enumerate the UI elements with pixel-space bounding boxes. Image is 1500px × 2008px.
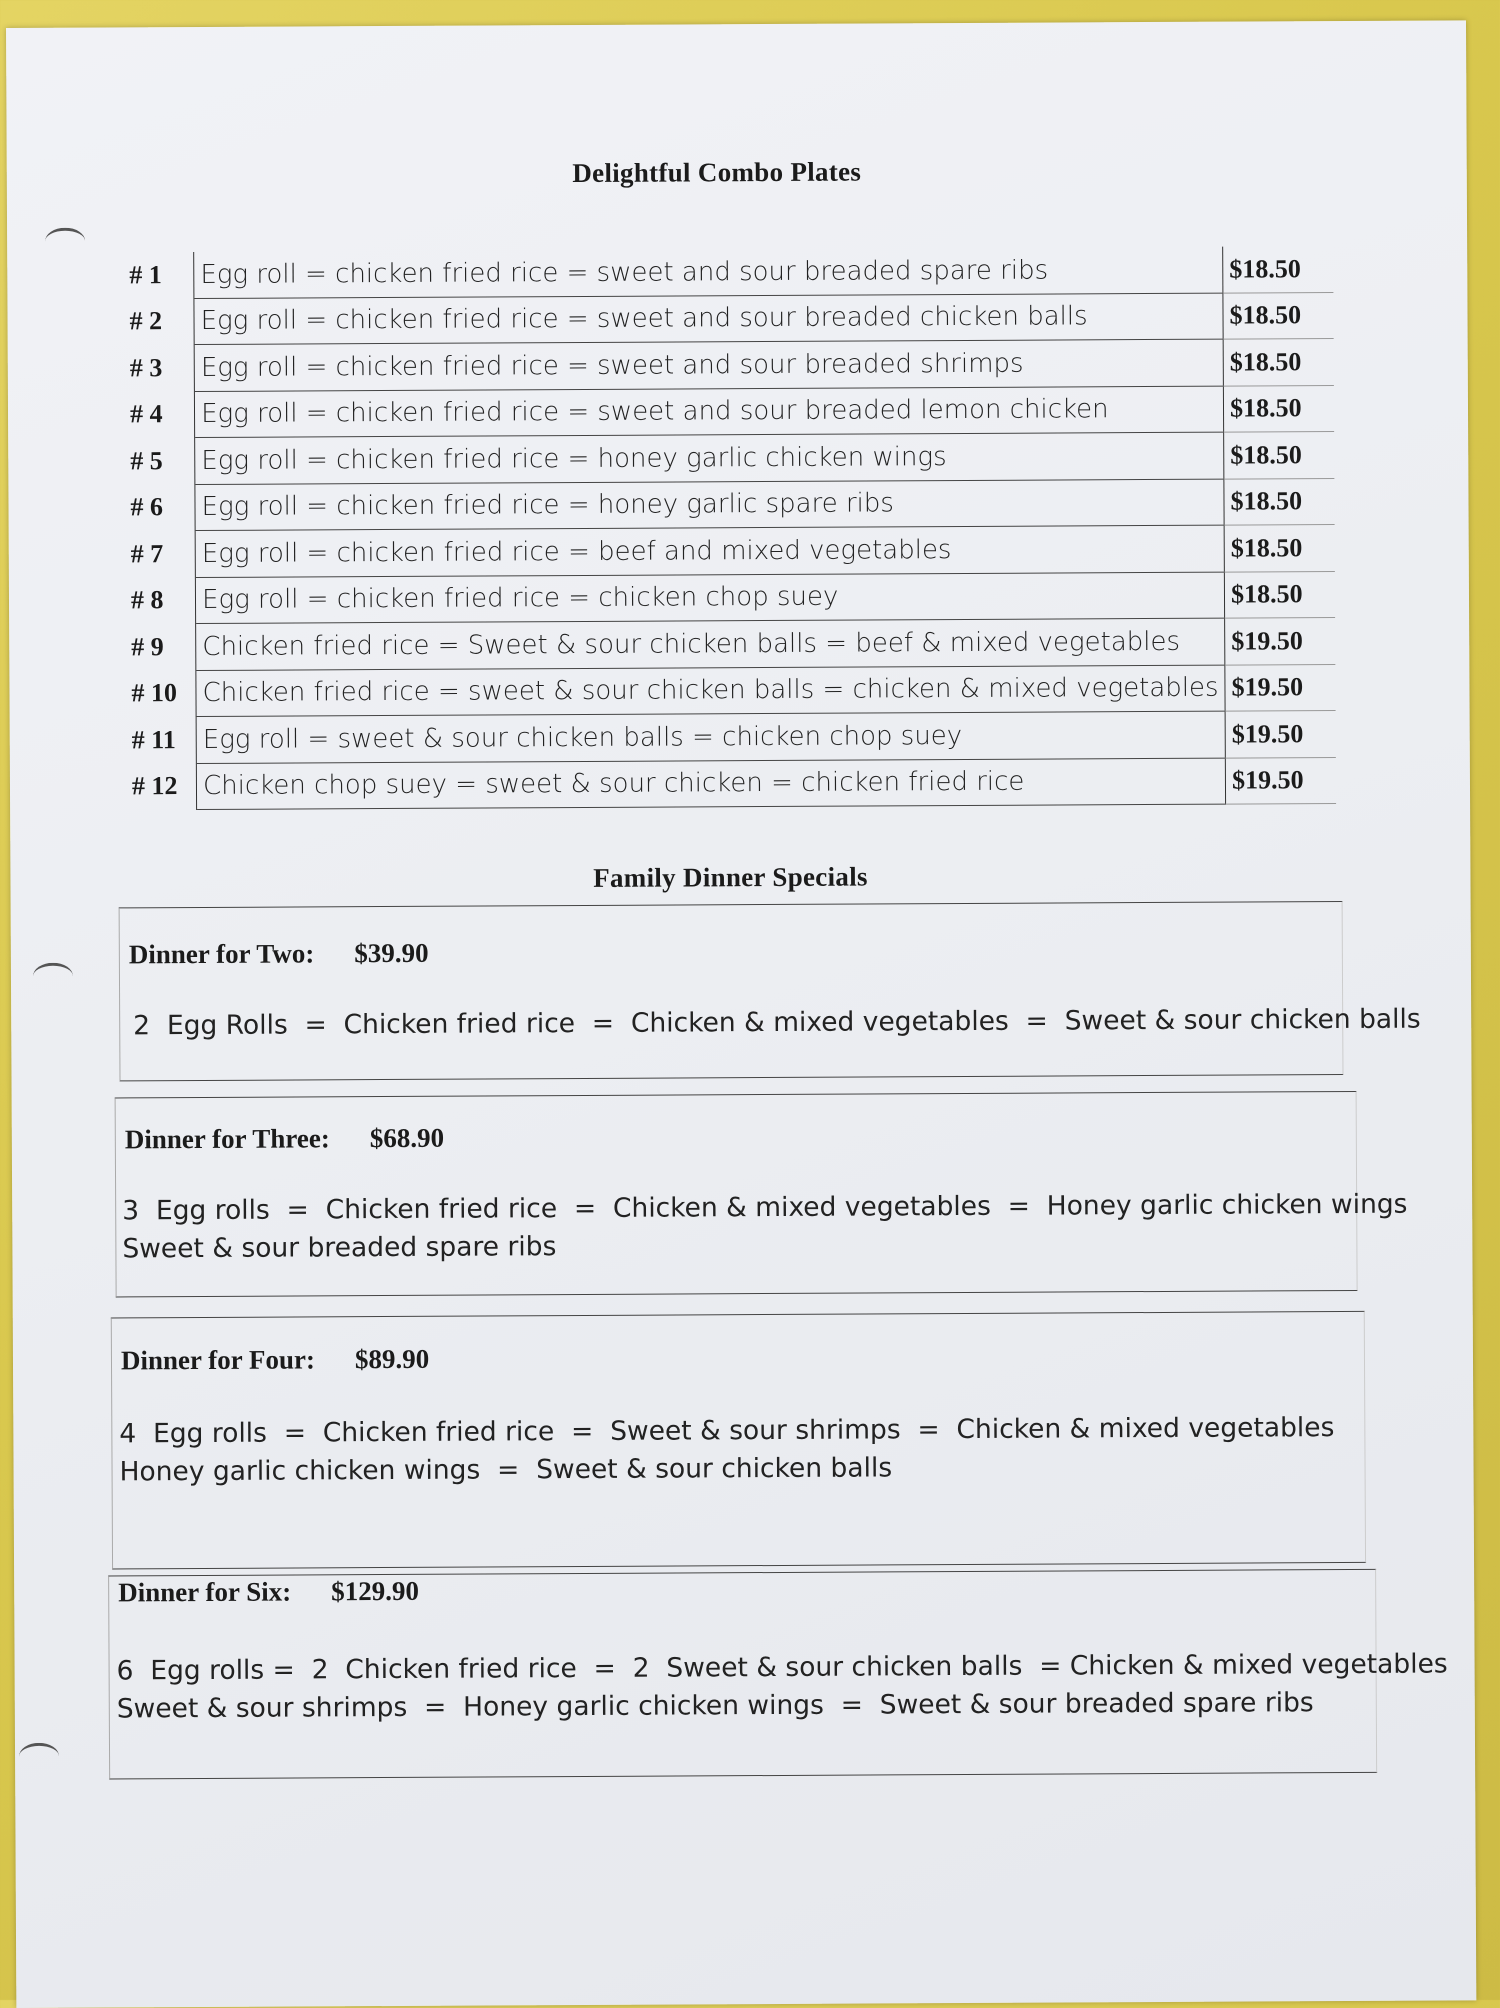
combo-row [125,664,1335,717]
combo-price: $18.50 [1224,478,1335,525]
combo-price: $18.50 [1224,571,1335,618]
combo-number: # 12 [126,763,197,810]
dinner-heading-six [118,1576,419,1609]
combo-price: $19.50 [1225,664,1336,711]
combo-items: Egg roll = chicken fried rice = sweet and sour breaded shrimps [194,339,1223,391]
dinner-line: 3 Egg rolls = Chicken fried rice = Chicken & mixed vegetables = Honey garlic chicken wings [122,1188,1408,1227]
combo-number: # 5 [124,438,195,485]
dinner-items-four [119,1409,1334,1491]
dinner-line: Sweet & sour breaded spare ribs [122,1231,557,1265]
combo-number: # 8 [125,577,196,624]
dinner-heading-two [129,938,429,971]
dinner-price: $89.90 [354,1343,430,1375]
combo-row [125,571,1335,624]
combo-row [124,385,1334,438]
dinner-name: Dinner for Four: [120,1344,316,1376]
dinner-name: Dinner for Six: [118,1576,292,1608]
combo-plates-table [123,246,1336,810]
combo-number: # 1 [123,252,194,298]
combo-row [125,618,1335,671]
combo-number: # 7 [125,531,196,578]
family-dinner-title: Family Dinner Specials [593,861,868,893]
dinner-price: $39.90 [354,937,429,969]
combo-items: Egg roll = chicken fried rice = honey garlic spare ribs [195,479,1224,531]
combo-items: Egg roll = sweet & sour chicken balls = chicken chop suey [196,711,1225,763]
dinner-heading-four [121,1344,429,1377]
dinner-name: Dinner for Three: [124,1123,330,1155]
dinner-line: Honey garlic chicken wings = Sweet & sour chicken balls [119,1452,893,1488]
dinner-line: 2 Egg Rolls = Chicken fried rice = Chicken & mixed vegetables = Sweet & sour chicken balls [133,1003,1421,1042]
combo-row [123,246,1333,298]
combo-number: # 2 [123,298,194,345]
combo-items: Chicken fried rice = Sweet & sour chicken balls = beef & mixed vegetables [196,618,1225,670]
dinner-heading-three [125,1123,444,1156]
combo-items: Egg roll = chicken fried rice = honey garlic chicken wings [195,432,1224,484]
combo-row [123,292,1333,345]
menu-page [6,20,1476,2008]
dinner-line: 6 Egg rolls = 2 Chicken fried rice = 2 Sweet & sour chicken balls = Chicken & mixed vegetables [116,1648,1448,1687]
dinner-line: 4 Egg rolls = Chicken fried rice = Sweet & sour shrimps = Chicken & mixed vegetables [119,1412,1335,1450]
punch-hole-mark [33,963,73,990]
punch-hole-mark [45,228,85,255]
combo-items: Chicken fried rice = sweet & sour chicken balls = chicken & mixed vegetables [196,665,1225,717]
dinner-items-two [133,1001,1421,1046]
combo-price: $18.50 [1223,292,1334,339]
combo-price: $18.50 [1224,525,1335,572]
combo-items: Chicken chop suey = sweet & sour chicken = chicken fried rice [196,758,1225,810]
combo-row [126,757,1336,810]
combo-items: Egg roll = chicken fried rice = beef and mixed vegetables [195,525,1224,577]
combo-items: Egg roll = chicken fried rice = sweet and sour breaded spare ribs [194,247,1223,298]
dinner-items-three [122,1186,1408,1269]
dinner-items-six [117,1645,1448,1728]
combo-row [124,339,1334,392]
combo-row [125,525,1335,578]
combo-number: # 10 [125,670,196,717]
combo-row [124,432,1334,485]
combo-price: $18.50 [1223,246,1334,293]
combo-price: $19.50 [1225,757,1336,804]
combo-items: Egg roll = chicken fried rice = sweet and sour breaded lemon chicken [195,386,1224,438]
dinner-name: Dinner for Two: [128,938,315,970]
combo-row [124,478,1334,531]
dinner-line: Sweet & sour shrimps = Honey garlic chicken wings = Sweet & sour breaded spare ribs [116,1687,1314,1725]
combo-price: $19.50 [1225,618,1336,665]
combo-row [126,711,1336,764]
combo-number: # 9 [125,624,196,671]
combo-price: $18.50 [1223,385,1334,432]
combo-number: # 11 [126,717,197,764]
dinner-price: $68.90 [369,1122,445,1154]
combo-price: $18.50 [1223,339,1334,386]
combo-items: Egg roll = chicken fried rice = sweet and sour breaded chicken balls [194,293,1223,345]
punch-hole-mark [19,1743,59,1770]
combo-number: # 4 [124,391,195,438]
combo-number: # 3 [124,345,195,392]
combo-number: # 6 [124,484,195,531]
combo-price: $18.50 [1224,432,1335,479]
dinner-box-two [119,901,1344,1081]
combo-plates-title: Delightful Combo Plates [572,156,862,189]
combo-price: $19.50 [1225,711,1336,758]
dinner-price: $129.90 [331,1575,420,1607]
combo-items: Egg roll = chicken fried rice = chicken chop suey [196,572,1225,624]
